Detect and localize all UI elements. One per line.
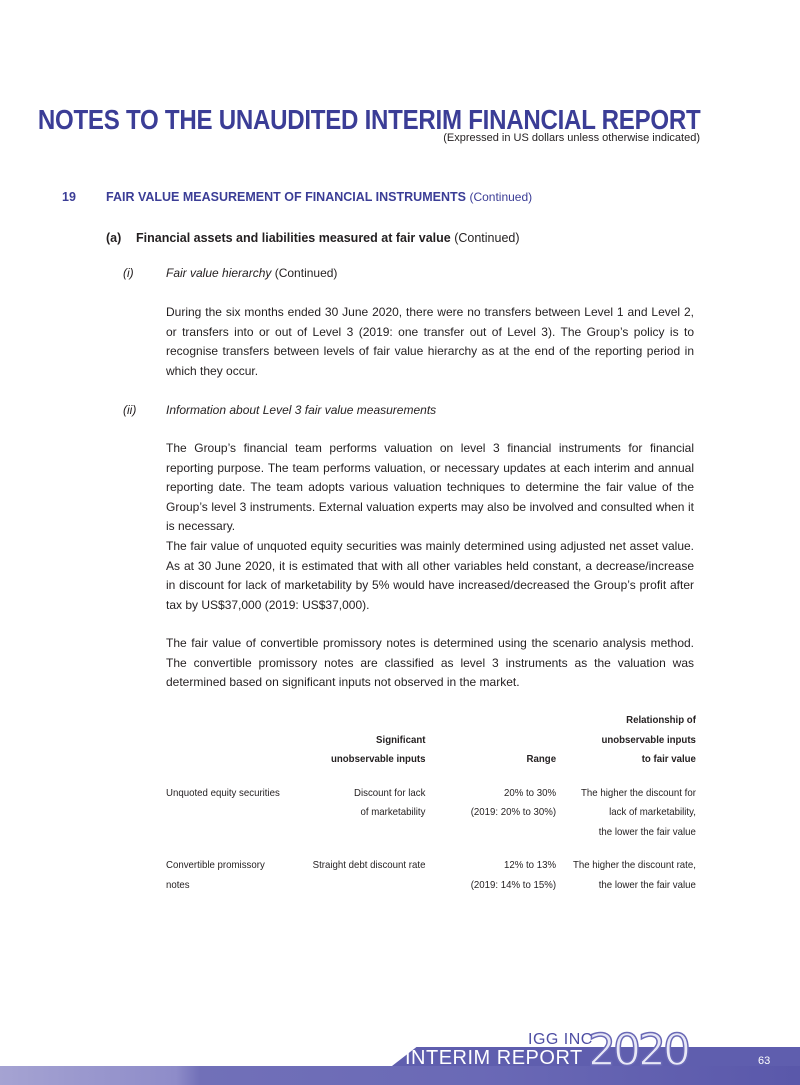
table-row bbox=[166, 856, 696, 895]
paragraph-transfers: During the six months ended 30 June 2020, there were no transfers between Level 1 and Level 2, or transfers into or out of Level 3 (2019: one transfer out of Level 3). The Group’s policy is to recognise transfers between levels of fair value hierarchy as at the end of the reporting period in which they occur. bbox=[166, 305, 694, 378]
paragraph-unquoted-equity: The fair value of unquoted equity securities was mainly determined using adjusted net asset value. As at 30 June 2020, it is estimated that with all other variables held constant, a decrease/increase in discount for lack of marketability by 5% would have increased/decreased the Group’s profit after tax by US$37,000 (2019: US$37,000). bbox=[166, 539, 694, 612]
item-i-label: (i) bbox=[123, 266, 134, 280]
item-i-heading bbox=[123, 266, 337, 280]
cell-relationship: The higher the discount rate, the lower the fair value bbox=[572, 859, 696, 891]
cell-input: Straight debt discount rate bbox=[312, 859, 426, 871]
cell-range: 12% to 13% (2019: 14% to 15%) bbox=[470, 859, 557, 891]
header-relationship: Relationship of unobservable inputs to fair value bbox=[601, 714, 696, 765]
cell-instrument: Convertible promissory notes bbox=[166, 859, 265, 891]
page-subtitle: (Expressed in US dollars unless otherwise indicated) bbox=[443, 132, 700, 144]
subsection-continued: (Continued) bbox=[454, 231, 520, 245]
page-title: NOTES TO THE UNAUDITED INTERIM FINANCIAL REPORT bbox=[37, 104, 700, 135]
footer-company: IGG INC bbox=[528, 1031, 593, 1048]
header-significant-inputs: Significant unobservable inputs bbox=[330, 733, 426, 765]
footer-report-name: INTERIM REPORT bbox=[405, 1047, 583, 1069]
item-ii-heading bbox=[123, 403, 436, 417]
cell-instrument: Unquoted equity securities bbox=[166, 786, 280, 799]
header-range: Range bbox=[526, 753, 557, 765]
section-heading bbox=[62, 190, 532, 204]
item-ii-label: (ii) bbox=[123, 403, 137, 417]
item-i-continued: (Continued) bbox=[274, 266, 338, 280]
item-i-title: Fair value hierarchy bbox=[166, 266, 272, 280]
section-number: 19 bbox=[62, 190, 76, 204]
section-continued: (Continued) bbox=[469, 190, 533, 204]
section-title: FAIR VALUE MEASUREMENT OF FINANCIAL INSTRUMENTS bbox=[106, 190, 466, 204]
item-ii-title: Information about Level 3 fair value measurements bbox=[166, 403, 437, 417]
cell-input: Discount for lack of marketability bbox=[354, 786, 426, 818]
paragraph-convertible-notes: The fair value of convertible promissory notes is determined using the scenario analysis method. The convertible promissory notes are classified as level 3 instruments as the valuation was determined based on significant inputs not observed in the market. bbox=[166, 636, 694, 689]
footer-year-logo: 2020 bbox=[588, 1025, 688, 1076]
paragraph-valuation-team: The Group’s financial team performs valuation on level 3 financial instruments for financial reporting purpose. The team performs valuation, or necessary updates at each interim and annual reporting date. The team adopts various valuation techniques to determine the fair value of the Group’s level 3 instruments. External valuation experts may also be involved and consulted when it is necessary. bbox=[166, 441, 694, 533]
cell-relationship: The higher the discount for lack of marketability, the lower the fair value bbox=[580, 786, 696, 838]
subsection-heading bbox=[106, 231, 520, 245]
table-row bbox=[166, 784, 696, 843]
cell-range: 20% to 30% (2019: 20% to 30%) bbox=[470, 786, 557, 818]
subsection-label: (a) bbox=[106, 231, 122, 245]
level3-inputs-table bbox=[166, 711, 696, 895]
subsection-title: Financial assets and liabilities measured at fair value bbox=[136, 231, 451, 245]
table-header-row bbox=[166, 711, 696, 770]
page-number: 63 bbox=[758, 1055, 771, 1067]
